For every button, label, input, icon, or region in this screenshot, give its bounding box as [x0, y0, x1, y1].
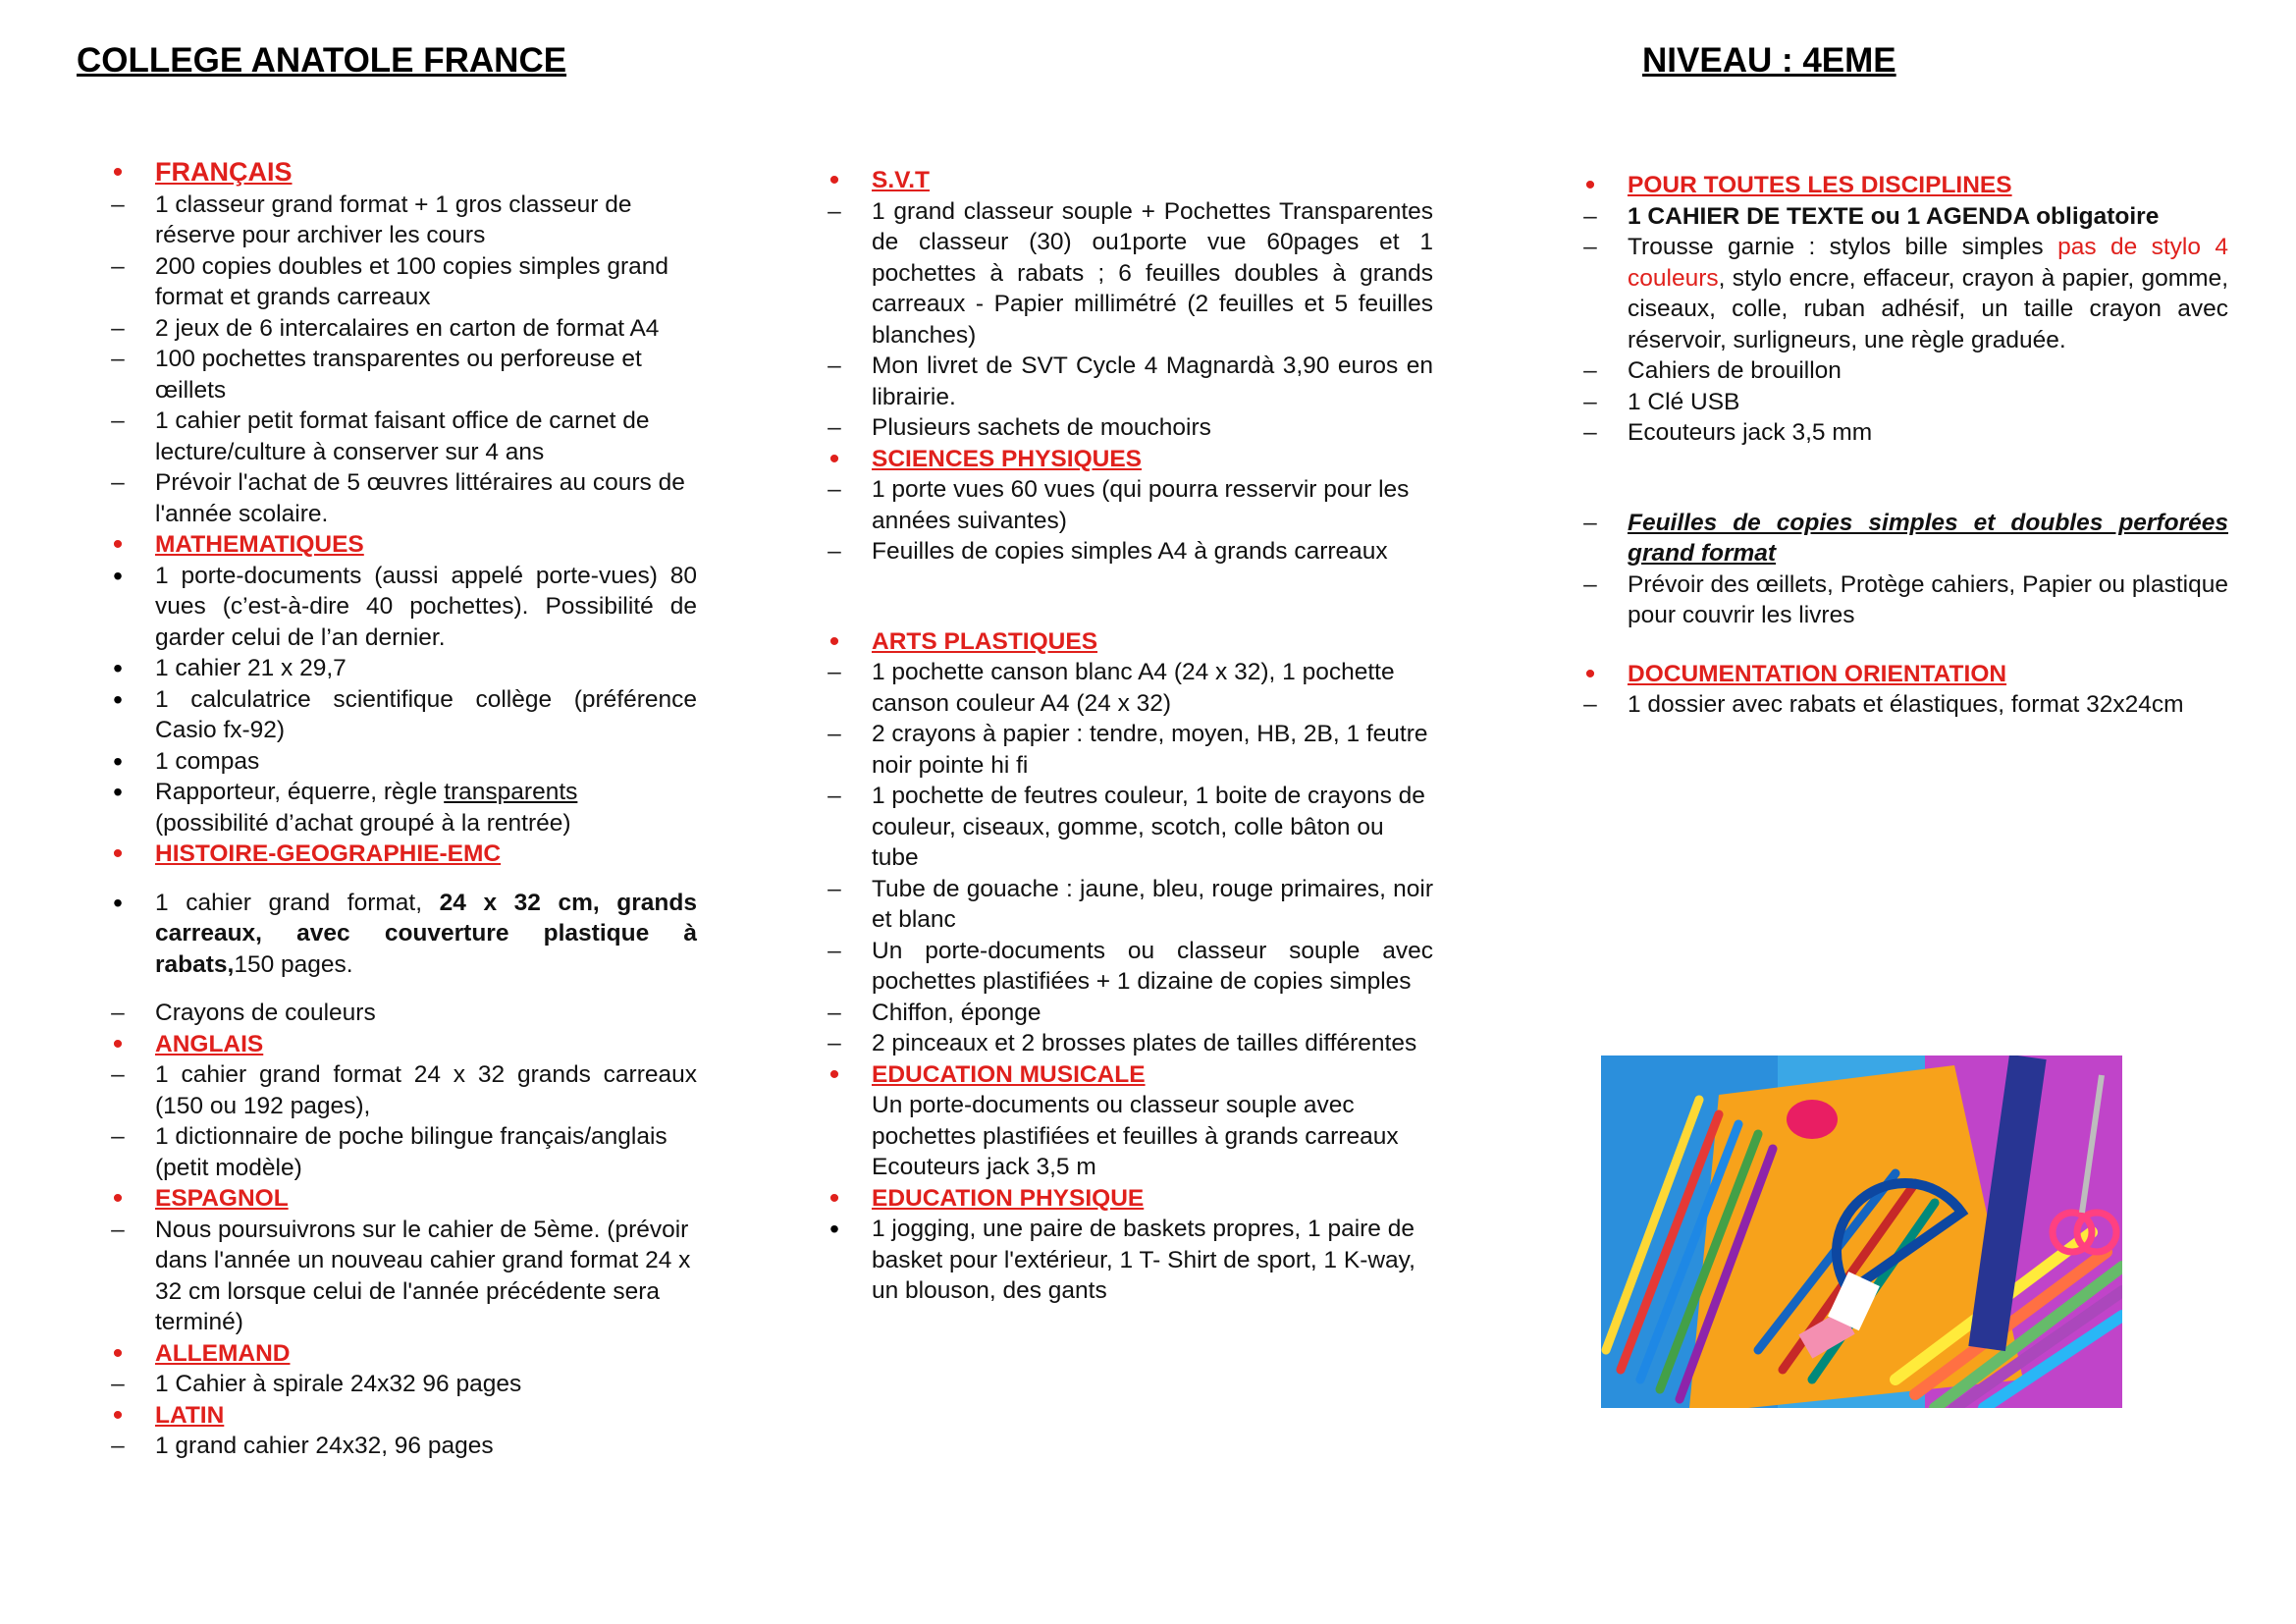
list-item: – 1 Cahier à spirale 24x32 96 pages [111, 1371, 522, 1397]
list-item: – 1 grand classeur souple + Pochettes Transparentes de classeur (30) ou1porte vue 60pages et 1 pochettes à rabats ; 6 feuilles doubles à grands carreaux - Papier millimétré (2 feuilles et 5 feuilles blanches) [828, 197, 1433, 349]
list-item: – Feuilles de copies simples et doubles perforées grand format [1583, 509, 2228, 567]
list-item: – Crayons de couleurs [111, 1000, 376, 1026]
section-histoire: • HISTOIRE-GEOGRAPHIE-EMC [112, 838, 502, 870]
list-item: – Chiffon, éponge [828, 999, 1041, 1026]
list-item: • 1 calculatrice scientifique collège (préférence Casio fx-92) [113, 683, 697, 743]
section-musique: • EDUCATION MUSICALE [828, 1057, 1146, 1091]
list-item: – 200 copies doubles et 100 copies simples grand format et grands carreaux [111, 252, 669, 310]
school-supplies-photo [1601, 1056, 2122, 1408]
list-item: • Rapporteur, équerre, règle transparents (possibilité d’achat groupé à la rentrée) [113, 777, 578, 837]
section-francais: • FRANÇAIS [112, 156, 293, 189]
section-espagnol: • ESPAGNOL [112, 1182, 289, 1215]
list-item: – Prévoir des œillets, Protège cahiers, Papier ou plastique pour couvrir les livres [1583, 570, 2228, 628]
list-item: – 1 dictionnaire de poche bilingue français/anglais (petit modèle) [111, 1123, 667, 1181]
list-item: • 1 compas [113, 745, 260, 777]
list-item: – 1 CAHIER DE TEXTE ou 1 AGENDA obligatoire [1583, 202, 2160, 230]
list-item: – 2 pinceaux et 2 brosses plates de tailles différentes [828, 1030, 1417, 1056]
text-line: Ecouteurs jack 3,5 m [872, 1154, 1096, 1180]
section-maths: • MATHEMATIQUES [112, 528, 364, 561]
list-item: – 2 jeux de 6 intercalaires en carton de format A4 [111, 314, 660, 342]
level-title: NIVEAU : 4EME [1642, 41, 1896, 80]
school-supplies-image [1601, 1056, 2122, 1408]
section-eps: • EDUCATION PHYSIQUE [828, 1181, 1145, 1215]
list-item: – Mon livret de SVT Cycle 4 Magnardà 3,90 euros en librairie. [828, 352, 1433, 410]
list-item: – 100 pochettes transparentes ou perforeuse et œillets [111, 346, 642, 404]
list-item: – 1 cahier grand format 24 x 32 grands carreaux (150 ou 192 pages), [111, 1061, 697, 1119]
list-item: – Feuilles de copies simples A4 à grands carreaux [828, 538, 1388, 565]
list-item: • 1 porte-documents (aussi appelé porte-vues) 80 vues (c’est-à-dire 40 pochettes). Possibilité de garder celui de l’an dernier. [113, 560, 697, 651]
school-name: COLLEGE ANATOLE FRANCE [77, 41, 567, 80]
list-item: – Trousse garnie : stylos bille simples pas de stylo 4 couleurs, stylo encre, effaceur, crayon à papier, gomme, ciseaux, colle, ruban adhésif, un taille crayon avec réservoir, surligneurs, une règle graduée. [1583, 234, 2228, 353]
list-item: – 1 cahier petit format faisant office de carnet de lecture/culture à conserver sur 4 ans [111, 407, 650, 465]
list-item: • 1 cahier 21 x 29,7 [113, 653, 347, 683]
list-item: – 1 classeur grand format + 1 gros classeur de réserve pour archiver les cours [111, 190, 632, 248]
list-item: – 2 crayons à papier : tendre, moyen, HB, 2B, 1 feutre noir pointe hi fi [828, 721, 1428, 779]
section-documentation: • DOCUMENTATION ORIENTATION [1584, 657, 2007, 690]
list-item: – Tube de gouache : jaune, bleu, rouge primaires, noir et blanc [828, 875, 1433, 933]
list-item: • 1 jogging, une paire de baskets propres, 1 paire de basket pour l'extérieur, 1 T- Shirt de sport, 1 K-way, un blouson, des gants [829, 1214, 1415, 1304]
list-item: – Nous poursuivrons sur le cahier de 5ème. (prévoir dans l'année un nouveau cahier grand format 24 x 32 cm lorsque celui de l'année précédente sera terminé) [111, 1216, 691, 1335]
list-item: – Ecouteurs jack 3,5 mm [1583, 419, 1873, 446]
section-svt: • S.V.T [828, 164, 931, 196]
section-latin: • LATIN [112, 1398, 225, 1432]
list-item: – 1 grand cahier 24x32, 96 pages [111, 1433, 494, 1459]
list-item: – 1 dossier avec rabats et élastiques, format 32x24cm [1583, 691, 2184, 718]
text-line: Un porte-documents ou classeur souple avec pochettes plastifiées et feuilles à grands carreaux [872, 1092, 1399, 1150]
list-item: • 1 cahier grand format, 24 x 32 cm, grands carreaux, avec couverture plastique à rabats,150 pages. [113, 887, 697, 978]
list-item: – Un porte-documents ou classeur souple avec pochettes plastifiées + 1 dizaine de copies simples [828, 937, 1433, 995]
section-arts: • ARTS PLASTIQUES [828, 624, 1098, 658]
list-item: – 1 porte vues 60 vues (qui pourra resservir pour les années suivantes) [828, 476, 1410, 534]
section-anglais: • ANGLAIS [112, 1027, 264, 1060]
list-item: – Cahiers de brouillon [1583, 357, 1842, 384]
section-physique: • SCIENCES PHYSIQUES [828, 442, 1143, 475]
section-allemand: • ALLEMAND [112, 1336, 291, 1370]
column-1 [98, 157, 697, 1462]
list-item: – Plusieurs sachets de mouchoirs [828, 414, 1211, 441]
list-item: – 1 pochette de feutres couleur, 1 boite de crayons de couleur, ciseaux, gomme, scotch, colle bâton ou tube [828, 783, 1425, 871]
column-3 [1571, 170, 2228, 721]
list-item: – Prévoir l'achat de 5 œuvres littéraires au cours de l'année scolaire. [111, 469, 685, 527]
column-2 [815, 165, 1433, 1307]
list-item: – 1 Clé USB [1583, 388, 1740, 415]
list-item: – 1 pochette canson blanc A4 (24 x 32), 1 pochette canson couleur A4 (24 x 32) [828, 659, 1395, 717]
section-toutes-disciplines: • POUR TOUTES LES DISCIPLINES [1584, 169, 2012, 201]
